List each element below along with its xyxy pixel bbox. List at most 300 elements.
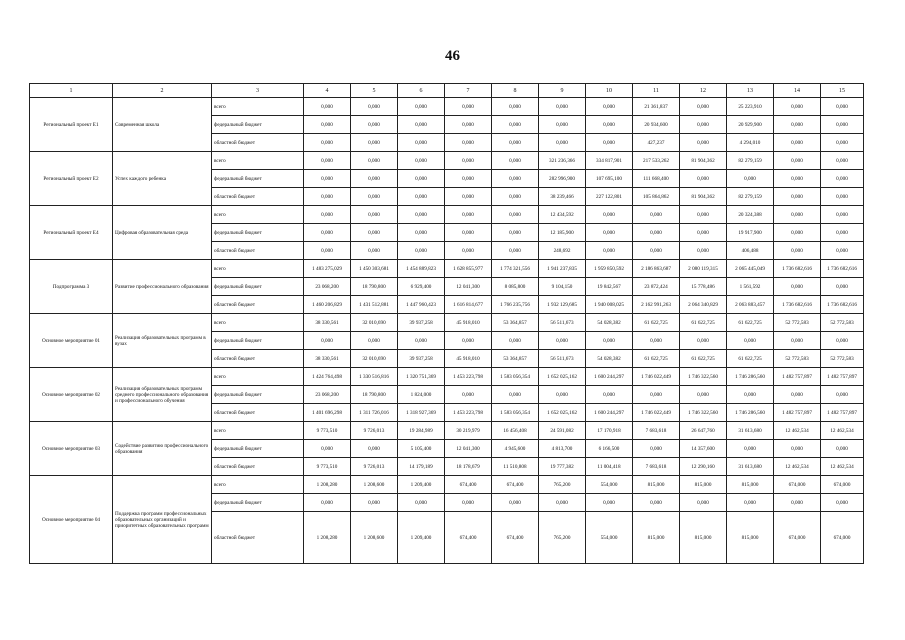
value-cell: 0,000	[445, 170, 492, 188]
value-cell: 20 929,900	[727, 116, 774, 134]
value-cell: 0,000	[445, 332, 492, 350]
value-cell: 1 209,400	[398, 512, 445, 564]
value-cell: 1 746 286,560	[727, 404, 774, 422]
value-cell: 427,237	[633, 134, 680, 152]
value-cell: 0,000	[351, 98, 398, 116]
value-cell: 0,000	[351, 332, 398, 350]
value-cell: 18 790,800	[351, 278, 398, 296]
value-cell: 0,000	[821, 494, 864, 512]
column-header: 5	[351, 84, 398, 98]
funding-source: федеральный бюджет	[212, 224, 304, 242]
value-cell: 0,000	[821, 206, 864, 224]
value-cell: 1 208,280	[304, 512, 351, 564]
value-cell: 1 424 764,498	[304, 368, 351, 386]
value-cell: 0,000	[774, 332, 821, 350]
value-cell: 1 482 757,897	[774, 404, 821, 422]
value-cell: 1 208,600	[351, 512, 398, 564]
value-cell: 38 330,561	[304, 314, 351, 332]
value-cell: 31 613,680	[727, 422, 774, 440]
value-cell: 1 959 850,592	[586, 260, 633, 278]
value-cell: 0,000	[774, 116, 821, 134]
value-cell: 815,000	[727, 512, 774, 564]
value-cell: 9 104,150	[539, 278, 586, 296]
value-cell: 0,000	[304, 152, 351, 170]
value-cell: 0,000	[821, 386, 864, 404]
group-name: Реализация образовательных программ среднего профессионального образования и профессионального обучения	[113, 368, 212, 422]
value-cell: 0,000	[445, 242, 492, 260]
group-label: Основное мероприятие 01	[30, 314, 113, 368]
page-number: 46	[445, 48, 460, 64]
value-cell: 45 918,010	[445, 350, 492, 368]
value-cell: 1 746 322,560	[680, 368, 727, 386]
value-cell: 2 162 991,263	[633, 296, 680, 314]
value-cell: 1 208,600	[351, 476, 398, 494]
value-cell: 227 122,801	[586, 188, 633, 206]
group-label: Региональный проект Е2	[30, 152, 113, 206]
value-cell: 23 872,424	[633, 278, 680, 296]
funding-source: федеральный бюджет	[212, 386, 304, 404]
group-name: Развитие профессионального образования	[113, 260, 212, 314]
value-cell: 1 482 757,897	[774, 368, 821, 386]
value-cell: 0,000	[492, 224, 539, 242]
value-cell: 53 364,857	[492, 350, 539, 368]
value-cell: 0,000	[492, 98, 539, 116]
value-cell: 0,000	[633, 224, 680, 242]
value-cell: 0,000	[633, 332, 680, 350]
funding-source: всего	[212, 206, 304, 224]
value-cell: 1 431 512,881	[351, 296, 398, 314]
value-cell: 0,000	[539, 134, 586, 152]
value-cell: 1 208,280	[304, 476, 351, 494]
funding-source: всего	[212, 422, 304, 440]
value-cell: 0,000	[821, 98, 864, 116]
value-cell: 0,000	[304, 134, 351, 152]
value-cell: 1 746 322,560	[680, 404, 727, 422]
column-header: 13	[727, 84, 774, 98]
column-header: 8	[492, 84, 539, 98]
value-cell: 81 904,362	[680, 188, 727, 206]
value-cell: 32 010,690	[351, 314, 398, 332]
value-cell: 0,000	[821, 278, 864, 296]
value-cell: 2 063 883,457	[727, 296, 774, 314]
value-cell: 1 320 751,369	[398, 368, 445, 386]
value-cell: 0,000	[727, 332, 774, 350]
value-cell: 0,000	[586, 242, 633, 260]
value-cell: 0,000	[398, 170, 445, 188]
value-cell: 9 773,510	[304, 458, 351, 476]
value-cell: 0,000	[304, 98, 351, 116]
value-cell: 0,000	[680, 98, 727, 116]
value-cell: 554,000	[586, 476, 633, 494]
value-cell: 32 010,690	[351, 350, 398, 368]
value-cell: 1 483 275,029	[304, 260, 351, 278]
funding-source: федеральный бюджет	[212, 170, 304, 188]
value-cell: 0,000	[492, 134, 539, 152]
value-cell: 815,000	[727, 476, 774, 494]
value-cell: 1 940 008,025	[586, 296, 633, 314]
value-cell: 334 817,901	[586, 152, 633, 170]
value-cell: 107 695,100	[586, 170, 633, 188]
value-cell: 0,000	[727, 386, 774, 404]
funding-source: областной бюджет	[212, 134, 304, 152]
value-cell: 0,000	[304, 440, 351, 458]
group-label: Основное мероприятие 04	[30, 476, 113, 564]
value-cell: 2 186 863,687	[633, 260, 680, 278]
value-cell: 0,000	[351, 188, 398, 206]
value-cell: 1 447 960,423	[398, 296, 445, 314]
value-cell: 674,000	[821, 476, 864, 494]
value-cell: 0,000	[445, 152, 492, 170]
value-cell: 0,000	[586, 98, 633, 116]
value-cell: 12 462,534	[774, 458, 821, 476]
value-cell: 0,000	[633, 494, 680, 512]
table-row	[30, 368, 864, 386]
value-cell: 5 105,400	[398, 440, 445, 458]
value-cell: 52 772,583	[821, 350, 864, 368]
value-cell: 0,000	[821, 170, 864, 188]
value-cell: 1 401 696,298	[304, 404, 351, 422]
value-cell: 1 600 244,297	[586, 404, 633, 422]
value-cell: 0,000	[398, 98, 445, 116]
value-cell: 0,000	[774, 494, 821, 512]
value-cell: 674,000	[774, 512, 821, 564]
value-cell: 61 622,725	[727, 350, 774, 368]
group-label: Подпрограмма 3	[30, 260, 113, 314]
value-cell: 0,000	[492, 206, 539, 224]
value-cell: 0,000	[445, 224, 492, 242]
value-cell: 0,000	[445, 386, 492, 404]
column-header: 11	[633, 84, 680, 98]
value-cell: 0,000	[445, 98, 492, 116]
value-cell: 20 324,388	[727, 206, 774, 224]
value-cell: 105 864,862	[633, 188, 680, 206]
value-cell: 18 178,679	[445, 458, 492, 476]
value-cell: 0,000	[351, 116, 398, 134]
value-cell: 1 746 286,560	[727, 368, 774, 386]
column-header: 10	[586, 84, 633, 98]
value-cell: 52 772,583	[774, 350, 821, 368]
value-cell: 2 064 340,829	[680, 296, 727, 314]
value-cell: 815,000	[633, 476, 680, 494]
value-cell: 61 622,725	[680, 314, 727, 332]
group-name: Успех каждого ребенка	[113, 152, 212, 206]
value-cell: 9 726,013	[351, 422, 398, 440]
table-row	[30, 152, 864, 170]
value-cell: 1 600 244,297	[586, 368, 633, 386]
column-header: 7	[445, 84, 492, 98]
value-cell: 26 647,760	[680, 422, 727, 440]
funding-source: всего	[212, 368, 304, 386]
table-row	[30, 476, 864, 494]
value-cell: 12 462,534	[821, 422, 864, 440]
value-cell: 12 041,300	[445, 440, 492, 458]
group-name: Реализация образовательных программ в вузах	[113, 314, 212, 368]
value-cell: 282 996,900	[539, 170, 586, 188]
value-cell: 1 736 682,616	[774, 296, 821, 314]
value-cell: 0,000	[398, 206, 445, 224]
value-cell: 0,000	[351, 206, 398, 224]
value-cell: 0,000	[774, 134, 821, 152]
value-cell: 12 462,534	[821, 458, 864, 476]
value-cell: 1 453 223,798	[445, 404, 492, 422]
funding-source: федеральный бюджет	[212, 278, 304, 296]
value-cell: 0,000	[445, 494, 492, 512]
value-cell: 0,000	[304, 224, 351, 242]
value-cell: 0,000	[821, 440, 864, 458]
value-cell: 54 028,382	[586, 350, 633, 368]
value-cell: 321 236,366	[539, 152, 586, 170]
table-row	[30, 206, 864, 224]
group-name: Содействие развитию профессионального образования	[113, 422, 212, 476]
table-row	[30, 422, 864, 440]
value-cell: 0,000	[774, 170, 821, 188]
value-cell: 0,000	[398, 332, 445, 350]
value-cell: 765,200	[539, 476, 586, 494]
value-cell: 554,000	[586, 512, 633, 564]
value-cell: 1 616 814,677	[445, 296, 492, 314]
value-cell: 0,000	[586, 206, 633, 224]
value-cell: 82 279,159	[727, 188, 774, 206]
value-cell: 0,000	[821, 116, 864, 134]
value-cell: 19 284,989	[398, 422, 445, 440]
value-cell: 1 583 056,354	[492, 368, 539, 386]
value-cell: 0,000	[398, 224, 445, 242]
value-cell: 674,400	[492, 476, 539, 494]
value-cell: 56 511,673	[539, 314, 586, 332]
value-cell: 11 510,808	[492, 458, 539, 476]
value-cell: 0,000	[398, 152, 445, 170]
value-cell: 82 279,159	[727, 152, 774, 170]
value-cell: 2 080 119,315	[680, 260, 727, 278]
value-cell: 0,000	[351, 170, 398, 188]
header-row	[30, 84, 864, 98]
value-cell: 1 311 726,016	[351, 404, 398, 422]
value-cell: 1 453 223,798	[445, 368, 492, 386]
value-cell: 23 068,200	[304, 386, 351, 404]
value-cell: 0,000	[351, 152, 398, 170]
value-cell: 4 945,600	[492, 440, 539, 458]
funding-source: всего	[212, 260, 304, 278]
value-cell: 19 917,900	[727, 224, 774, 242]
value-cell: 0,000	[445, 116, 492, 134]
value-cell: 0,000	[774, 98, 821, 116]
value-cell: 14 357,600	[680, 440, 727, 458]
table-row	[30, 314, 864, 332]
column-header: 2	[113, 84, 212, 98]
value-cell: 0,000	[680, 386, 727, 404]
column-header: 6	[398, 84, 445, 98]
value-cell: 8 085,800	[492, 278, 539, 296]
value-cell: 0,000	[304, 170, 351, 188]
budget-table	[29, 83, 864, 564]
value-cell: 2 065 445,049	[727, 260, 774, 278]
column-header: 12	[680, 84, 727, 98]
value-cell: 1 454 889,823	[398, 260, 445, 278]
group-name: Современная школа	[113, 98, 212, 152]
value-cell: 17 170,918	[586, 422, 633, 440]
value-cell: 81 904,362	[680, 152, 727, 170]
value-cell: 1 824,000	[398, 386, 445, 404]
value-cell: 0,000	[586, 386, 633, 404]
column-header: 1	[30, 84, 113, 98]
value-cell: 0,000	[821, 242, 864, 260]
value-cell: 1 652 025,162	[539, 368, 586, 386]
column-header: 4	[304, 84, 351, 98]
value-cell: 1 746 022,449	[633, 404, 680, 422]
value-cell: 0,000	[821, 188, 864, 206]
value-cell: 6 929,400	[398, 278, 445, 296]
value-cell: 815,000	[680, 476, 727, 494]
value-cell: 0,000	[304, 332, 351, 350]
value-cell: 54 028,382	[586, 314, 633, 332]
value-cell: 9 726,013	[351, 458, 398, 476]
column-header: 14	[774, 84, 821, 98]
value-cell: 0,000	[492, 332, 539, 350]
value-cell: 15 778,486	[680, 278, 727, 296]
value-cell: 18 790,800	[351, 386, 398, 404]
value-cell: 1 330 516,816	[351, 368, 398, 386]
value-cell: 0,000	[680, 242, 727, 260]
value-cell: 1 482 757,897	[821, 404, 864, 422]
funding-source: всего	[212, 476, 304, 494]
funding-source: областной бюджет	[212, 404, 304, 422]
value-cell: 53 364,857	[492, 314, 539, 332]
value-cell: 52 772,583	[774, 314, 821, 332]
value-cell: 0,000	[680, 170, 727, 188]
value-cell: 0,000	[351, 134, 398, 152]
value-cell: 217 533,262	[633, 152, 680, 170]
value-cell: 0,000	[492, 116, 539, 134]
value-cell: 0,000	[586, 116, 633, 134]
value-cell: 25 223,910	[727, 98, 774, 116]
value-cell: 0,000	[774, 188, 821, 206]
value-cell: 12 462,534	[774, 422, 821, 440]
value-cell: 0,000	[633, 440, 680, 458]
value-cell: 1 932 129,685	[539, 296, 586, 314]
value-cell: 24 591,082	[539, 422, 586, 440]
value-cell: 674,400	[445, 512, 492, 564]
value-cell: 4 294,010	[727, 134, 774, 152]
value-cell: 0,000	[586, 134, 633, 152]
value-cell: 0,000	[398, 188, 445, 206]
funding-source: федеральный бюджет	[212, 440, 304, 458]
value-cell: 0,000	[304, 188, 351, 206]
funding-source: федеральный бюджет	[212, 494, 304, 512]
value-cell: 0,000	[633, 242, 680, 260]
value-cell: 1 736 682,616	[821, 296, 864, 314]
value-cell: 0,000	[492, 386, 539, 404]
value-cell: 1 482 757,897	[821, 368, 864, 386]
value-cell: 815,000	[633, 512, 680, 564]
value-cell: 61 622,725	[633, 350, 680, 368]
value-cell: 1 209,400	[398, 476, 445, 494]
column-header: 9	[539, 84, 586, 98]
value-cell: 1 460 206,829	[304, 296, 351, 314]
value-cell: 0,000	[445, 188, 492, 206]
value-cell: 30 219,979	[445, 422, 492, 440]
value-cell: 406,488	[727, 242, 774, 260]
value-cell: 0,000	[304, 206, 351, 224]
table-row	[30, 260, 864, 278]
value-cell: 0,000	[774, 440, 821, 458]
value-cell: 0,000	[774, 206, 821, 224]
value-cell: 14 179,189	[398, 458, 445, 476]
value-cell: 815,000	[680, 512, 727, 564]
funding-source: областной бюджет	[212, 350, 304, 368]
value-cell: 0,000	[398, 494, 445, 512]
value-cell: 0,000	[304, 116, 351, 134]
value-cell: 1 746 022,449	[633, 368, 680, 386]
value-cell: 7 683,618	[633, 422, 680, 440]
value-cell: 0,000	[492, 188, 539, 206]
value-cell: 0,000	[492, 152, 539, 170]
value-cell: 61 622,725	[633, 314, 680, 332]
funding-source: федеральный бюджет	[212, 332, 304, 350]
value-cell: 674,400	[445, 476, 492, 494]
value-cell: 0,000	[821, 152, 864, 170]
value-cell: 61 622,725	[727, 314, 774, 332]
value-cell: 1 318 927,369	[398, 404, 445, 422]
value-cell: 0,000	[539, 116, 586, 134]
group-label: Региональный проект Е4	[30, 206, 113, 260]
group-label: Региональный проект Е1	[30, 98, 113, 152]
table-body	[30, 98, 864, 564]
value-cell: 0,000	[727, 440, 774, 458]
value-cell: 0,000	[539, 494, 586, 512]
value-cell: 0,000	[445, 134, 492, 152]
value-cell: 0,000	[774, 224, 821, 242]
value-cell: 31 613,680	[727, 458, 774, 476]
value-cell: 39 937,258	[398, 314, 445, 332]
value-cell: 4 813,700	[539, 440, 586, 458]
value-cell: 38 330,561	[304, 350, 351, 368]
value-cell: 674,400	[492, 512, 539, 564]
value-cell: 11 004,418	[586, 458, 633, 476]
value-cell: 1 736 682,616	[821, 260, 864, 278]
value-cell: 1 736 682,616	[774, 260, 821, 278]
value-cell: 248,692	[539, 242, 586, 260]
group-label: Основное мероприятие 02	[30, 368, 113, 422]
funding-source: всего	[212, 314, 304, 332]
value-cell: 12 041,300	[445, 278, 492, 296]
value-cell: 0,000	[539, 386, 586, 404]
value-cell: 9 773,510	[304, 422, 351, 440]
group-name: Поддержка программ профессиональных образовательных организаций и приоритетных образовательных программ	[113, 476, 212, 564]
value-cell: 765,200	[539, 512, 586, 564]
value-cell: 0,000	[586, 494, 633, 512]
value-cell: 0,000	[539, 98, 586, 116]
value-cell: 52 772,583	[821, 314, 864, 332]
value-cell: 111 668,400	[633, 170, 680, 188]
value-cell: 1 561,592	[727, 278, 774, 296]
funding-source: всего	[212, 98, 304, 116]
value-cell: 20 934,600	[633, 116, 680, 134]
value-cell: 23 068,200	[304, 278, 351, 296]
value-cell: 0,000	[680, 494, 727, 512]
funding-source: областной бюджет	[212, 242, 304, 260]
value-cell: 0,000	[680, 206, 727, 224]
value-cell: 0,000	[492, 242, 539, 260]
funding-source: всего	[212, 152, 304, 170]
value-cell: 0,000	[351, 242, 398, 260]
value-cell: 19 777,382	[539, 458, 586, 476]
value-cell: 0,000	[821, 224, 864, 242]
value-cell: 21 361,837	[633, 98, 680, 116]
group-name: Цифровая образовательная среда	[113, 206, 212, 260]
value-cell: 0,000	[445, 206, 492, 224]
value-cell: 0,000	[492, 170, 539, 188]
funding-source: областной бюджет	[212, 512, 304, 564]
